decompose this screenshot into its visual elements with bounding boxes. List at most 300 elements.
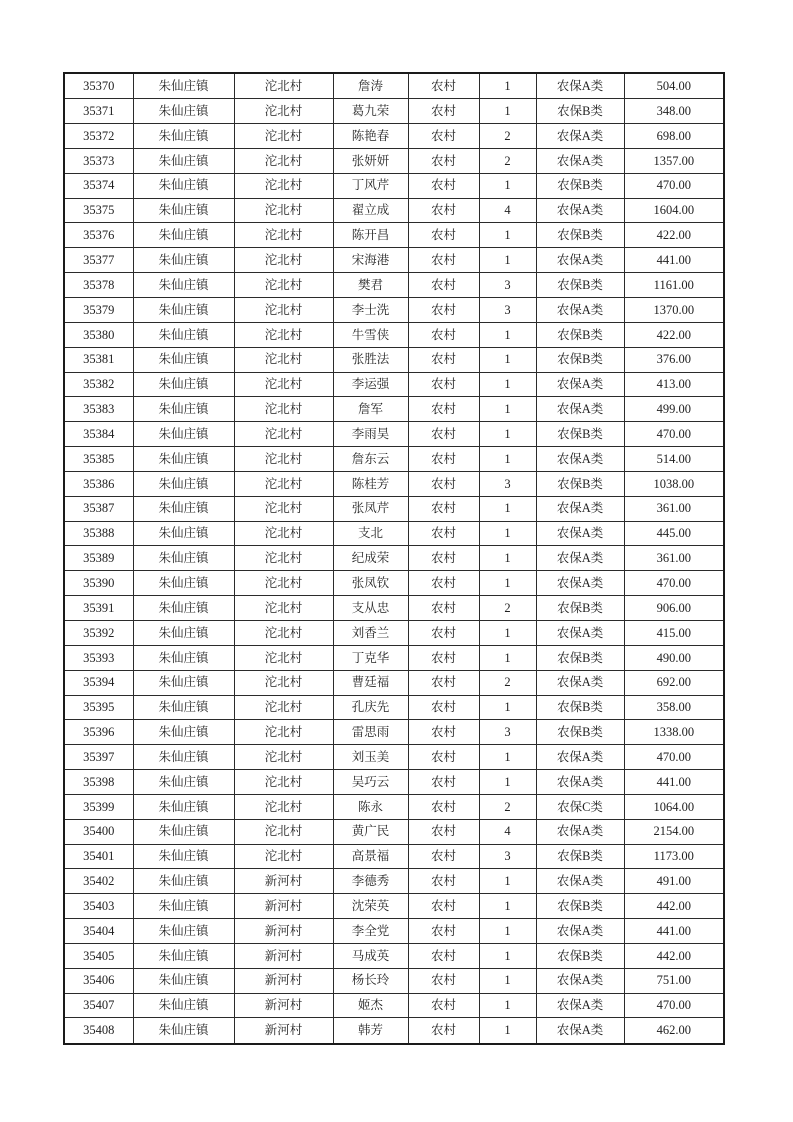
cell-town: 朱仙庄镇 bbox=[133, 223, 234, 248]
cell-amount: 376.00 bbox=[624, 347, 724, 372]
cell-town: 朱仙庄镇 bbox=[133, 745, 234, 770]
cell-record-id: 35398 bbox=[64, 770, 133, 795]
table-row bbox=[64, 819, 724, 844]
cell-person-count: 1 bbox=[479, 919, 536, 944]
cell-person-name: 支北 bbox=[333, 521, 408, 546]
cell-person-count: 1 bbox=[479, 372, 536, 397]
cell-person-name: 曹廷福 bbox=[333, 670, 408, 695]
cell-amount: 490.00 bbox=[624, 645, 724, 670]
cell-residence-type: 农村 bbox=[408, 546, 479, 571]
cell-insurance-category: 农保A类 bbox=[536, 919, 624, 944]
cell-town: 朱仙庄镇 bbox=[133, 124, 234, 149]
cell-village: 沱北村 bbox=[234, 99, 333, 124]
cell-person-name: 沈荣英 bbox=[333, 894, 408, 919]
table-row bbox=[64, 273, 724, 298]
cell-residence-type: 农村 bbox=[408, 993, 479, 1018]
cell-person-count: 2 bbox=[479, 670, 536, 695]
cell-insurance-category: 农保B类 bbox=[536, 422, 624, 447]
cell-amount: 491.00 bbox=[624, 869, 724, 894]
cell-insurance-category: 农保A类 bbox=[536, 745, 624, 770]
cell-village: 沱北村 bbox=[234, 770, 333, 795]
cell-record-id: 35400 bbox=[64, 819, 133, 844]
cell-record-id: 35402 bbox=[64, 869, 133, 894]
cell-person-count: 1 bbox=[479, 99, 536, 124]
table-row bbox=[64, 670, 724, 695]
cell-amount: 470.00 bbox=[624, 993, 724, 1018]
cell-amount: 692.00 bbox=[624, 670, 724, 695]
cell-residence-type: 农村 bbox=[408, 173, 479, 198]
cell-amount: 442.00 bbox=[624, 943, 724, 968]
cell-record-id: 35372 bbox=[64, 124, 133, 149]
cell-residence-type: 农村 bbox=[408, 919, 479, 944]
cell-amount: 698.00 bbox=[624, 124, 724, 149]
cell-amount: 470.00 bbox=[624, 422, 724, 447]
cell-residence-type: 农村 bbox=[408, 894, 479, 919]
cell-residence-type: 农村 bbox=[408, 298, 479, 323]
cell-person-name: 宋海港 bbox=[333, 248, 408, 273]
cell-amount: 441.00 bbox=[624, 248, 724, 273]
cell-town: 朱仙庄镇 bbox=[133, 397, 234, 422]
cell-insurance-category: 农保A类 bbox=[536, 1018, 624, 1044]
cell-insurance-category: 农保B类 bbox=[536, 720, 624, 745]
cell-residence-type: 农村 bbox=[408, 422, 479, 447]
cell-residence-type: 农村 bbox=[408, 148, 479, 173]
cell-amount: 361.00 bbox=[624, 496, 724, 521]
cell-village: 沱北村 bbox=[234, 298, 333, 323]
cell-town: 朱仙庄镇 bbox=[133, 298, 234, 323]
cell-village: 沱北村 bbox=[234, 596, 333, 621]
cell-record-id: 35391 bbox=[64, 596, 133, 621]
cell-amount: 504.00 bbox=[624, 73, 724, 99]
table-row bbox=[64, 73, 724, 99]
cell-person-name: 吴巧云 bbox=[333, 770, 408, 795]
cell-insurance-category: 农保A类 bbox=[536, 670, 624, 695]
cell-insurance-category: 农保B类 bbox=[536, 99, 624, 124]
cell-amount: 751.00 bbox=[624, 968, 724, 993]
cell-residence-type: 农村 bbox=[408, 645, 479, 670]
cell-town: 朱仙庄镇 bbox=[133, 770, 234, 795]
cell-village: 沱北村 bbox=[234, 794, 333, 819]
cell-village: 新河村 bbox=[234, 869, 333, 894]
cell-village: 沱北村 bbox=[234, 73, 333, 99]
table-body bbox=[64, 73, 724, 1044]
cell-record-id: 35385 bbox=[64, 447, 133, 472]
cell-residence-type: 农村 bbox=[408, 943, 479, 968]
table-row bbox=[64, 695, 724, 720]
cell-village: 新河村 bbox=[234, 993, 333, 1018]
cell-residence-type: 农村 bbox=[408, 869, 479, 894]
cell-person-count: 1 bbox=[479, 322, 536, 347]
cell-record-id: 35378 bbox=[64, 273, 133, 298]
cell-town: 朱仙庄镇 bbox=[133, 1018, 234, 1044]
cell-person-name: 雷思雨 bbox=[333, 720, 408, 745]
cell-amount: 2154.00 bbox=[624, 819, 724, 844]
cell-person-name: 支从忠 bbox=[333, 596, 408, 621]
cell-insurance-category: 农保A类 bbox=[536, 447, 624, 472]
cell-insurance-category: 农保B类 bbox=[536, 596, 624, 621]
cell-person-name: 李雨昊 bbox=[333, 422, 408, 447]
table-row bbox=[64, 894, 724, 919]
cell-residence-type: 农村 bbox=[408, 322, 479, 347]
cell-village: 沱北村 bbox=[234, 620, 333, 645]
cell-town: 朱仙庄镇 bbox=[133, 198, 234, 223]
cell-person-name: 黄广民 bbox=[333, 819, 408, 844]
cell-town: 朱仙庄镇 bbox=[133, 471, 234, 496]
cell-amount: 441.00 bbox=[624, 770, 724, 795]
cell-town: 朱仙庄镇 bbox=[133, 248, 234, 273]
cell-person-name: 张凤钦 bbox=[333, 571, 408, 596]
table-row bbox=[64, 347, 724, 372]
table-row bbox=[64, 521, 724, 546]
table-row bbox=[64, 173, 724, 198]
cell-insurance-category: 农保B类 bbox=[536, 273, 624, 298]
cell-person-count: 4 bbox=[479, 198, 536, 223]
cell-insurance-category: 农保A类 bbox=[536, 124, 624, 149]
cell-person-name: 张妍妍 bbox=[333, 148, 408, 173]
cell-insurance-category: 农保B类 bbox=[536, 173, 624, 198]
cell-record-id: 35394 bbox=[64, 670, 133, 695]
cell-amount: 1064.00 bbox=[624, 794, 724, 819]
cell-town: 朱仙庄镇 bbox=[133, 596, 234, 621]
cell-town: 朱仙庄镇 bbox=[133, 571, 234, 596]
cell-person-name: 詹涛 bbox=[333, 73, 408, 99]
cell-village: 沱北村 bbox=[234, 223, 333, 248]
cell-person-name: 陈桂芳 bbox=[333, 471, 408, 496]
cell-insurance-category: 农保A类 bbox=[536, 770, 624, 795]
cell-village: 沱北村 bbox=[234, 173, 333, 198]
cell-person-name: 姬杰 bbox=[333, 993, 408, 1018]
cell-person-name: 纪成荣 bbox=[333, 546, 408, 571]
cell-insurance-category: 农保A类 bbox=[536, 571, 624, 596]
cell-amount: 462.00 bbox=[624, 1018, 724, 1044]
cell-record-id: 35395 bbox=[64, 695, 133, 720]
cell-residence-type: 农村 bbox=[408, 745, 479, 770]
cell-insurance-category: 农保C类 bbox=[536, 794, 624, 819]
cell-person-count: 1 bbox=[479, 993, 536, 1018]
cell-person-count: 1 bbox=[479, 422, 536, 447]
cell-residence-type: 农村 bbox=[408, 447, 479, 472]
cell-person-count: 1 bbox=[479, 571, 536, 596]
cell-amount: 415.00 bbox=[624, 620, 724, 645]
cell-person-count: 1 bbox=[479, 943, 536, 968]
cell-person-name: 樊君 bbox=[333, 273, 408, 298]
cell-residence-type: 农村 bbox=[408, 521, 479, 546]
cell-record-id: 35408 bbox=[64, 1018, 133, 1044]
cell-record-id: 35382 bbox=[64, 372, 133, 397]
table-row bbox=[64, 571, 724, 596]
cell-person-name: 高景福 bbox=[333, 844, 408, 869]
cell-record-id: 35406 bbox=[64, 968, 133, 993]
table-row bbox=[64, 471, 724, 496]
cell-record-id: 35388 bbox=[64, 521, 133, 546]
cell-town: 朱仙庄镇 bbox=[133, 447, 234, 472]
cell-village: 沱北村 bbox=[234, 720, 333, 745]
table-row bbox=[64, 993, 724, 1018]
cell-amount: 906.00 bbox=[624, 596, 724, 621]
cell-record-id: 35375 bbox=[64, 198, 133, 223]
cell-village: 沱北村 bbox=[234, 422, 333, 447]
cell-insurance-category: 农保A类 bbox=[536, 620, 624, 645]
cell-person-name: 刘香兰 bbox=[333, 620, 408, 645]
cell-person-count: 1 bbox=[479, 521, 536, 546]
cell-person-count: 2 bbox=[479, 794, 536, 819]
cell-person-name: 李士洗 bbox=[333, 298, 408, 323]
cell-person-name: 丁风芹 bbox=[333, 173, 408, 198]
cell-record-id: 35386 bbox=[64, 471, 133, 496]
cell-residence-type: 农村 bbox=[408, 720, 479, 745]
cell-person-count: 1 bbox=[479, 1018, 536, 1044]
cell-insurance-category: 农保A类 bbox=[536, 521, 624, 546]
cell-town: 朱仙庄镇 bbox=[133, 496, 234, 521]
table-row bbox=[64, 844, 724, 869]
cell-person-count: 1 bbox=[479, 73, 536, 99]
cell-insurance-category: 农保A类 bbox=[536, 397, 624, 422]
cell-person-count: 1 bbox=[479, 620, 536, 645]
cell-insurance-category: 农保A类 bbox=[536, 198, 624, 223]
cell-person-count: 1 bbox=[479, 397, 536, 422]
cell-person-name: 张胜法 bbox=[333, 347, 408, 372]
cell-residence-type: 农村 bbox=[408, 347, 479, 372]
cell-person-name: 陈艳春 bbox=[333, 124, 408, 149]
cell-residence-type: 农村 bbox=[408, 968, 479, 993]
cell-insurance-category: 农保A类 bbox=[536, 496, 624, 521]
table-row bbox=[64, 620, 724, 645]
cell-person-count: 1 bbox=[479, 447, 536, 472]
cell-insurance-category: 农保A类 bbox=[536, 993, 624, 1018]
cell-insurance-category: 农保B类 bbox=[536, 471, 624, 496]
cell-record-id: 35383 bbox=[64, 397, 133, 422]
cell-insurance-category: 农保A类 bbox=[536, 248, 624, 273]
cell-insurance-category: 农保B类 bbox=[536, 943, 624, 968]
cell-town: 朱仙庄镇 bbox=[133, 148, 234, 173]
cell-person-count: 1 bbox=[479, 770, 536, 795]
cell-amount: 422.00 bbox=[624, 223, 724, 248]
cell-residence-type: 农村 bbox=[408, 73, 479, 99]
table-row bbox=[64, 1018, 724, 1044]
cell-residence-type: 农村 bbox=[408, 496, 479, 521]
cell-amount: 1357.00 bbox=[624, 148, 724, 173]
cell-record-id: 35380 bbox=[64, 322, 133, 347]
cell-person-count: 1 bbox=[479, 645, 536, 670]
cell-residence-type: 农村 bbox=[408, 198, 479, 223]
table-row bbox=[64, 447, 724, 472]
cell-residence-type: 农村 bbox=[408, 695, 479, 720]
cell-record-id: 35404 bbox=[64, 919, 133, 944]
cell-village: 沱北村 bbox=[234, 148, 333, 173]
cell-residence-type: 农村 bbox=[408, 397, 479, 422]
cell-town: 朱仙庄镇 bbox=[133, 844, 234, 869]
cell-person-count: 3 bbox=[479, 298, 536, 323]
cell-record-id: 35405 bbox=[64, 943, 133, 968]
cell-residence-type: 农村 bbox=[408, 819, 479, 844]
table-row bbox=[64, 919, 724, 944]
table-row bbox=[64, 794, 724, 819]
cell-person-name: 李德秀 bbox=[333, 869, 408, 894]
cell-person-count: 1 bbox=[479, 695, 536, 720]
cell-town: 朱仙庄镇 bbox=[133, 372, 234, 397]
cell-amount: 361.00 bbox=[624, 546, 724, 571]
cell-record-id: 35401 bbox=[64, 844, 133, 869]
cell-town: 朱仙庄镇 bbox=[133, 521, 234, 546]
cell-town: 朱仙庄镇 bbox=[133, 695, 234, 720]
table-row bbox=[64, 248, 724, 273]
table-row bbox=[64, 943, 724, 968]
cell-residence-type: 农村 bbox=[408, 794, 479, 819]
cell-village: 沱北村 bbox=[234, 471, 333, 496]
cell-village: 沱北村 bbox=[234, 496, 333, 521]
cell-person-name: 李全党 bbox=[333, 919, 408, 944]
cell-person-count: 3 bbox=[479, 844, 536, 869]
table-row bbox=[64, 770, 724, 795]
cell-residence-type: 农村 bbox=[408, 223, 479, 248]
cell-town: 朱仙庄镇 bbox=[133, 347, 234, 372]
cell-insurance-category: 农保B类 bbox=[536, 223, 624, 248]
table-row bbox=[64, 148, 724, 173]
cell-town: 朱仙庄镇 bbox=[133, 869, 234, 894]
cell-amount: 442.00 bbox=[624, 894, 724, 919]
cell-record-id: 35374 bbox=[64, 173, 133, 198]
cell-record-id: 35407 bbox=[64, 993, 133, 1018]
cell-town: 朱仙庄镇 bbox=[133, 620, 234, 645]
table-row bbox=[64, 223, 724, 248]
cell-village: 新河村 bbox=[234, 894, 333, 919]
cell-person-name: 孔庆先 bbox=[333, 695, 408, 720]
cell-town: 朱仙庄镇 bbox=[133, 322, 234, 347]
cell-insurance-category: 农保B类 bbox=[536, 322, 624, 347]
insurance-records-table bbox=[63, 72, 725, 1045]
cell-person-count: 1 bbox=[479, 347, 536, 372]
cell-person-name: 陈开昌 bbox=[333, 223, 408, 248]
cell-village: 沱北村 bbox=[234, 745, 333, 770]
cell-town: 朱仙庄镇 bbox=[133, 73, 234, 99]
cell-town: 朱仙庄镇 bbox=[133, 919, 234, 944]
cell-person-count: 3 bbox=[479, 273, 536, 298]
cell-amount: 1604.00 bbox=[624, 198, 724, 223]
cell-insurance-category: 农保A类 bbox=[536, 148, 624, 173]
cell-village: 沱北村 bbox=[234, 124, 333, 149]
cell-village: 沱北村 bbox=[234, 844, 333, 869]
table-row bbox=[64, 198, 724, 223]
cell-person-name: 刘玉美 bbox=[333, 745, 408, 770]
table-row bbox=[64, 372, 724, 397]
cell-town: 朱仙庄镇 bbox=[133, 422, 234, 447]
cell-person-count: 4 bbox=[479, 819, 536, 844]
cell-record-id: 35373 bbox=[64, 148, 133, 173]
cell-person-count: 1 bbox=[479, 745, 536, 770]
cell-amount: 358.00 bbox=[624, 695, 724, 720]
cell-town: 朱仙庄镇 bbox=[133, 546, 234, 571]
cell-village: 沱北村 bbox=[234, 695, 333, 720]
cell-person-count: 1 bbox=[479, 894, 536, 919]
cell-person-name: 葛九荣 bbox=[333, 99, 408, 124]
cell-person-count: 1 bbox=[479, 173, 536, 198]
cell-insurance-category: 农保A类 bbox=[536, 73, 624, 99]
cell-village: 新河村 bbox=[234, 1018, 333, 1044]
cell-person-count: 2 bbox=[479, 124, 536, 149]
table-row bbox=[64, 124, 724, 149]
cell-village: 沱北村 bbox=[234, 273, 333, 298]
table-row bbox=[64, 298, 724, 323]
cell-residence-type: 农村 bbox=[408, 596, 479, 621]
cell-record-id: 35384 bbox=[64, 422, 133, 447]
cell-town: 朱仙庄镇 bbox=[133, 273, 234, 298]
cell-person-count: 1 bbox=[479, 546, 536, 571]
cell-town: 朱仙庄镇 bbox=[133, 894, 234, 919]
table-row bbox=[64, 422, 724, 447]
cell-town: 朱仙庄镇 bbox=[133, 794, 234, 819]
table-row bbox=[64, 397, 724, 422]
cell-amount: 445.00 bbox=[624, 521, 724, 546]
cell-village: 沱北村 bbox=[234, 198, 333, 223]
cell-insurance-category: 农保B类 bbox=[536, 894, 624, 919]
cell-insurance-category: 农保B类 bbox=[536, 844, 624, 869]
cell-town: 朱仙庄镇 bbox=[133, 645, 234, 670]
cell-insurance-category: 农保A类 bbox=[536, 819, 624, 844]
cell-person-name: 陈永 bbox=[333, 794, 408, 819]
cell-record-id: 35387 bbox=[64, 496, 133, 521]
cell-residence-type: 农村 bbox=[408, 620, 479, 645]
cell-residence-type: 农村 bbox=[408, 273, 479, 298]
cell-town: 朱仙庄镇 bbox=[133, 99, 234, 124]
cell-residence-type: 农村 bbox=[408, 99, 479, 124]
cell-amount: 1370.00 bbox=[624, 298, 724, 323]
cell-person-count: 3 bbox=[479, 720, 536, 745]
cell-town: 朱仙庄镇 bbox=[133, 943, 234, 968]
cell-record-id: 35393 bbox=[64, 645, 133, 670]
table-row bbox=[64, 322, 724, 347]
cell-person-name: 牛雪侠 bbox=[333, 322, 408, 347]
cell-village: 沱北村 bbox=[234, 372, 333, 397]
cell-village: 沱北村 bbox=[234, 347, 333, 372]
cell-village: 新河村 bbox=[234, 968, 333, 993]
cell-residence-type: 农村 bbox=[408, 372, 479, 397]
cell-village: 沱北村 bbox=[234, 397, 333, 422]
cell-amount: 348.00 bbox=[624, 99, 724, 124]
cell-record-id: 35376 bbox=[64, 223, 133, 248]
cell-insurance-category: 农保A类 bbox=[536, 298, 624, 323]
cell-record-id: 35399 bbox=[64, 794, 133, 819]
cell-town: 朱仙庄镇 bbox=[133, 720, 234, 745]
cell-record-id: 35403 bbox=[64, 894, 133, 919]
cell-person-name: 翟立成 bbox=[333, 198, 408, 223]
cell-record-id: 35381 bbox=[64, 347, 133, 372]
cell-village: 沱北村 bbox=[234, 322, 333, 347]
cell-insurance-category: 农保A类 bbox=[536, 546, 624, 571]
cell-residence-type: 农村 bbox=[408, 670, 479, 695]
cell-village: 新河村 bbox=[234, 943, 333, 968]
cell-person-name: 詹东云 bbox=[333, 447, 408, 472]
cell-amount: 422.00 bbox=[624, 322, 724, 347]
table-row bbox=[64, 745, 724, 770]
cell-amount: 470.00 bbox=[624, 571, 724, 596]
cell-record-id: 35396 bbox=[64, 720, 133, 745]
table-row bbox=[64, 645, 724, 670]
cell-village: 沱北村 bbox=[234, 447, 333, 472]
cell-person-name: 丁克华 bbox=[333, 645, 408, 670]
cell-person-count: 1 bbox=[479, 869, 536, 894]
cell-record-id: 35371 bbox=[64, 99, 133, 124]
cell-record-id: 35392 bbox=[64, 620, 133, 645]
table-row bbox=[64, 720, 724, 745]
table-row bbox=[64, 596, 724, 621]
cell-insurance-category: 农保A类 bbox=[536, 968, 624, 993]
cell-amount: 1038.00 bbox=[624, 471, 724, 496]
cell-amount: 514.00 bbox=[624, 447, 724, 472]
cell-amount: 499.00 bbox=[624, 397, 724, 422]
cell-residence-type: 农村 bbox=[408, 844, 479, 869]
cell-record-id: 35389 bbox=[64, 546, 133, 571]
cell-village: 沱北村 bbox=[234, 645, 333, 670]
